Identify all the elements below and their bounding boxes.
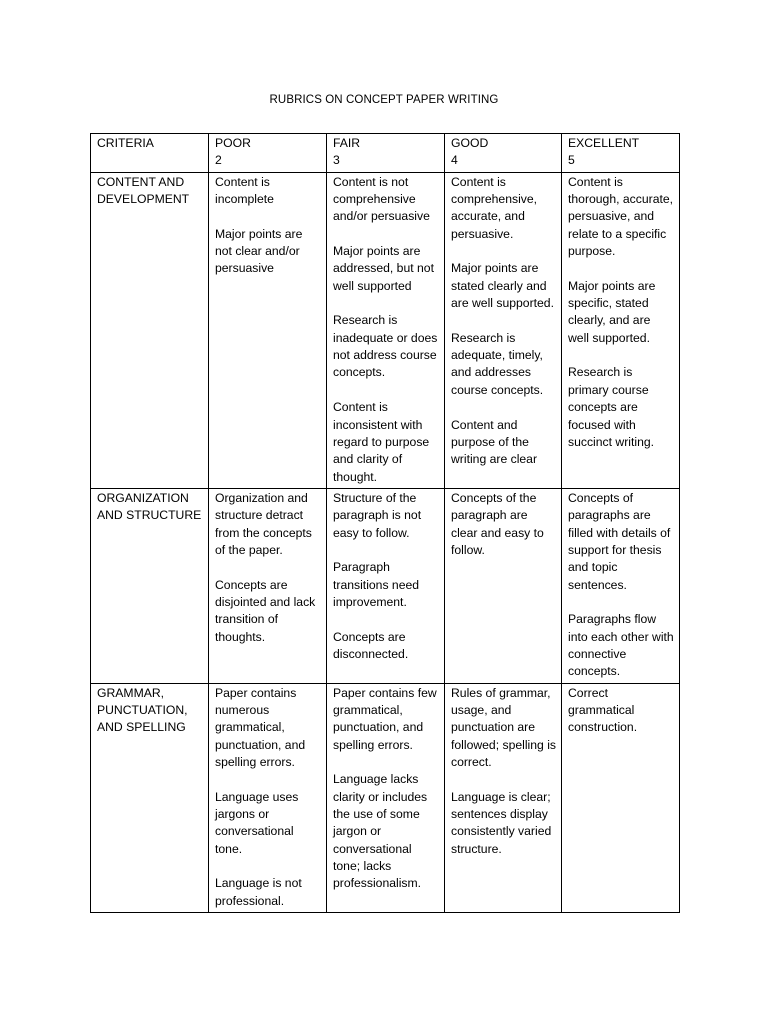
cell-paragraph: Structure of the paragraph is not easy to follow. [333, 490, 422, 540]
rubric-cell-excellent [562, 683, 680, 912]
header-level-poor [209, 134, 327, 173]
cell-paragraph: Content is not comprehensive and/or persuasive [333, 174, 430, 224]
cell-paragraph: Content is comprehensive, accurate, and persuasive. [451, 174, 538, 241]
level-score: 3 [333, 153, 340, 168]
header-level-excellent [562, 134, 680, 173]
header-criteria [91, 134, 209, 173]
level-label: EXCELLENT [568, 136, 640, 150]
document-title: RUBRICS ON CONCEPT PAPER WRITING [269, 94, 499, 106]
cell-paragraph: Paragraphs flow into each other with connective concepts. [568, 612, 674, 679]
level-label: GOOD [451, 136, 489, 150]
criteria-label: CRITERIA [97, 136, 154, 150]
cell-paragraph: Concepts are disconnected. [333, 629, 409, 661]
rubric-cell-fair [327, 488, 445, 683]
header-row [91, 134, 680, 173]
cell-paragraph: Correct grammatical construction. [568, 685, 638, 735]
rubric-cell-good [445, 683, 562, 912]
cell-paragraph: Concepts of paragraphs are filled with details of support for thesis and topic sentences. [568, 490, 671, 592]
cell-paragraph: Major points are stated clearly and are well supported. [451, 261, 554, 311]
rubric-cell-excellent [562, 172, 680, 488]
rubric-cell-poor [209, 488, 327, 683]
cell-paragraph: Research is adequate, timely, and addresses course concepts. [451, 330, 544, 397]
cell-paragraph: Content is thorough, accurate, persuasive, and relate to a specific purpose. [568, 174, 674, 259]
criterion-label: GRAMMAR, PUNCTUATION, AND SPELLING [97, 685, 188, 735]
cell-paragraph: Content is incomplete [215, 174, 274, 207]
header-level-good [445, 134, 562, 173]
cell-paragraph: Paper contains numerous grammatical, punctuation, and spelling errors. [215, 685, 306, 770]
rubric-cell-fair [327, 683, 445, 912]
rubric-table [90, 133, 680, 913]
rubric-row-content-development [91, 172, 680, 488]
level-label: FAIR [333, 136, 361, 150]
rubric-cell-good [445, 172, 562, 488]
cell-paragraph: Language lacks clarity or includes the use of some jargon or conversational tone; lacks professionalism. [333, 772, 428, 891]
level-score: 2 [215, 153, 222, 168]
criterion-cell [91, 488, 209, 683]
rubric-cell-poor [209, 683, 327, 912]
cell-paragraph: Major points are specific, stated clearly, and are well supported. [568, 278, 656, 345]
cell-paragraph: Research is primary course concepts are focused with succinct writing. [568, 365, 655, 449]
cell-paragraph: Major points are addressed, but not well supported [333, 244, 434, 293]
cell-paragraph: Organization and structure detract from the concepts of the paper. [215, 490, 312, 557]
level-score: 4 [451, 153, 458, 168]
criterion-cell [91, 683, 209, 912]
level-label: POOR [215, 136, 251, 150]
cell-paragraph: Content and purpose of the writing are clear [451, 417, 538, 467]
criterion-label: ORGANIZATION AND STRUCTURE [97, 490, 202, 523]
cell-paragraph: Concepts are disjointed and lack transition of thoughts. [215, 577, 316, 644]
criterion-cell [91, 172, 209, 488]
cell-paragraph: Language uses jargons or conversational tone. [215, 789, 299, 856]
header-level-fair [327, 134, 445, 173]
rubric-cell-fair [327, 172, 445, 488]
rubric-cell-good [445, 488, 562, 683]
cell-paragraph: Major points are not clear and/or persuasive [215, 226, 303, 276]
rubric-cell-excellent [562, 488, 680, 683]
cell-paragraph: Rules of grammar, usage, and punctuation are followed; spelling is correct. [451, 685, 557, 770]
cell-paragraph: Paragraph transitions need improvement. [333, 560, 420, 609]
cell-paragraph: Language is not professional. [215, 876, 302, 908]
rubric-row-organization-structure [91, 488, 680, 683]
cell-paragraph: Language is clear; sentences display consistently varied structure. [451, 789, 552, 856]
cell-paragraph: Content is inconsistent with regard to purpose and clarity of thought. [333, 400, 430, 484]
rubric-cell-poor [209, 172, 327, 488]
criterion-label: CONTENT AND DEVELOPMENT [97, 174, 190, 207]
level-score: 5 [568, 153, 575, 168]
rubric-row-grammar-punctuation-spelling [91, 683, 680, 912]
cell-paragraph: Paper contains few grammatical, punctuation, and spelling errors. [333, 685, 437, 752]
cell-paragraph: Research is inadequate or does not address course concepts. [333, 313, 438, 380]
cell-paragraph: Concepts of the paragraph are clear and easy to follow. [451, 490, 544, 557]
